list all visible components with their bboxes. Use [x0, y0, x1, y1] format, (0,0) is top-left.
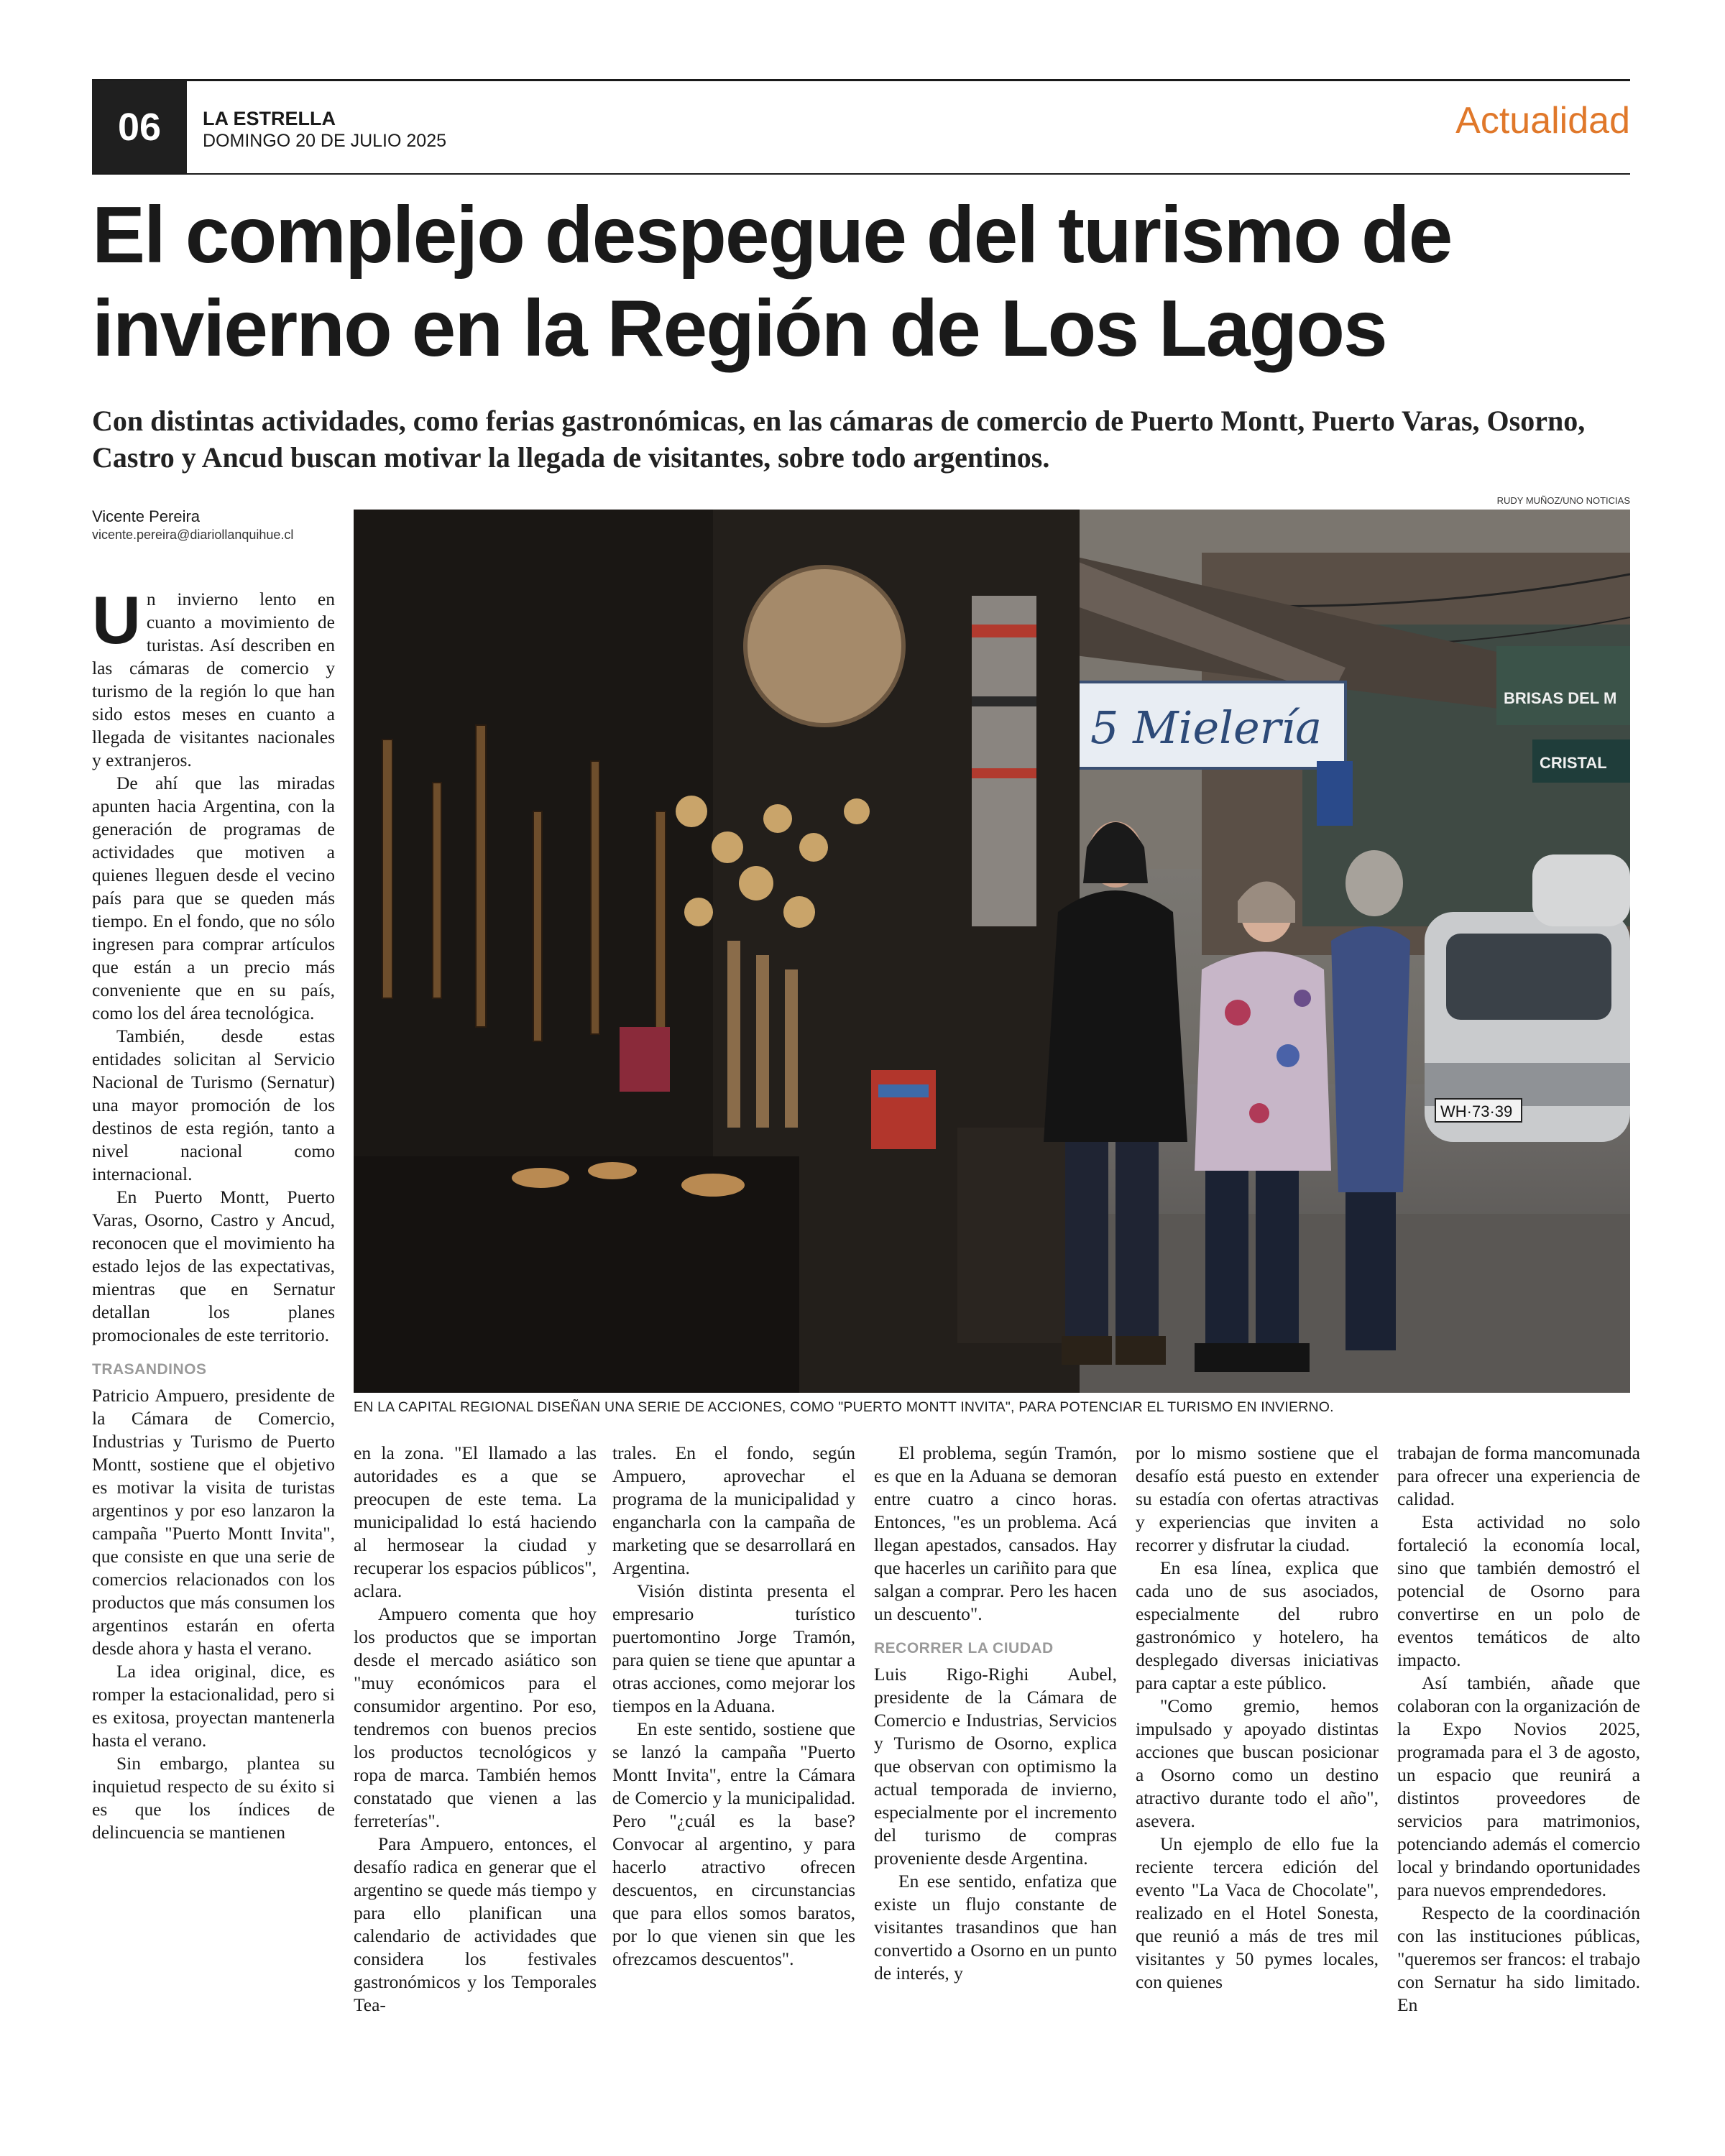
article-column-6 [1397, 1442, 1640, 2017]
article-paragraph: Así también, añade que colaboran con la organización de la Expo Novios 2025, programada para el 3 de agosto, un espacio que reunirá a distintos proveedores de servicios para matrimonios, potenciando además el comercio local y brindando oportunidades para nuevos emprendedores. [1397, 1672, 1640, 1900]
article-paragraph: n invierno lento en cuanto a movimiento de turistas. Así describen en las cámaras de comercio y turismo de la región lo que han sido estos meses en cuanto a llegada de visitantes nacionales y extranjeros. [92, 589, 335, 770]
subheadline: Con distintas actividades, como ferias gastronómicas, en las cámaras de comercio de Puerto Montt, Puerto Varas, Osorno, Castro y Ancud buscan motivar la llegada de visitantes, sobre todo argentinos. [92, 405, 1586, 474]
article-paragraph: trabajan de forma mancomunada para ofrecer una experiencia de calidad. [1397, 1442, 1640, 1509]
article-column-2 [354, 1442, 597, 2017]
article-paragraph: Luis Rigo-Righi Aubel, presidente de la Cámara de Comercio e Industrias, Servicios y Turismo de Osorno, explica que observan con optimismo la actual temporada de invierno, especialmente por el incremento del turismo de compras proveniente desde Argentina. [874, 1664, 1117, 1869]
article-paragraph: Respecto de la coordinación con las instituciones públicas, "queremos ser francos: el trabajo con Sernatur ha sido limitado. En [1397, 1902, 1640, 2015]
article-paragraph: Sin embargo, plantea su inquietud respecto de su éxito si es que los índices de delincuencia se mantienen [92, 1753, 335, 1843]
article-paragraph: En ese sentido, enfatiza que existe un flujo constante de visitantes trasandinos que han convertido a Osorno en un punto de interés, y [874, 1871, 1117, 1984]
article-paragraph: Para Ampuero, entonces, el desafío radica en generar que el argentino se quede más tiempo y para ello planifican una calendario de actividades que considera los festivales gastronómicos y los Temporales Tea- [354, 1833, 597, 2015]
article-paragraph: Ampuero comenta que hoy los productos que se importan desde el mercado asiático son "muy económicos para el consumidor argentino. Por eso, tendremos con buenos precios los productos tecnológicos y ropa de marca. También hemos constatado que vienen a las ferreterías". [354, 1603, 597, 1831]
section-subtitle: RECORRER LA CIUDAD [874, 1640, 1054, 1657]
article-paragraph: La idea original, dice, es romper la estacionalidad, pero si es exitosa, proyectan mantenerla hasta el verano. [92, 1661, 335, 1751]
cristal-sign-text: CRISTAL [1540, 754, 1607, 772]
article-paragraph: Esta actividad no solo fortaleció la economía local, sino que también demostró el potencial de Osorno para convertirse en un polo de eventos temáticos de alto impacto. [1397, 1511, 1640, 1670]
photo-credit: RUDY MUÑOZ/UNO NOTICIAS [1496, 495, 1630, 506]
section-subtitle: TRASANDINOS [92, 1361, 207, 1378]
article-paragraph: Un ejemplo de ello fue la reciente tercera edición del evento "La Vaca de Chocolate", realizado en el Hotel Sonesta, que reunió a más de tres mil visitantes y 50 pymes locales, con quienes [1136, 1833, 1379, 1992]
article-paragraph: Visión distinta presenta el empresario turístico puertomontino Jorge Tramón, para quien se tiene que apuntar a otras acciones, como mejorar los tiempos en la Aduana. [612, 1580, 855, 1716]
shop-sign-text: 5 Mielería [1090, 701, 1322, 754]
page-number: 06 [92, 80, 187, 174]
article-paragraph: De ahí que las miradas apunten hacia Argentina, con la generación de programas de actividades que motiven a quienes lleguen desde el vecino país para que se queden más tiempo. En el fondo, que no sólo ingresen para comprar artículos que están a un precio más conveniente que en su país, como los del área tecnológica. [92, 773, 335, 1023]
photo-caption: EN LA CAPITAL REGIONAL DISEÑAN UNA SERIE DE ACCIONES, COMO "PUERTO MONTT INVITA", PARA POTENCIAR EL TURISMO EN INVIERNO. [354, 1399, 1334, 1415]
newspaper-name: LA ESTRELLA [203, 108, 336, 129]
license-plate: WH·73·39 [1440, 1102, 1513, 1120]
article-paragraph: El problema, según Tramón, es que en la Aduana se demoran entre cuatro a cinco horas. Entonces, "es un problema. Acá llegan apestados, cansados. Hay que hacerles un cariñito para que salgan a comprar. Pero les hacen un descuento". [874, 1442, 1117, 1624]
header-top-rule [92, 79, 1630, 81]
article-paragraph: en la zona. "El llamado a las autoridades es a que se preocupen de este tema. La municipalidad lo está haciendo al hermosear la ciudad y recuperar los espacios públicos", aclara. [354, 1442, 597, 1601]
article-paragraph: por lo mismo sostiene que el desafío está puesto en extender su estadía con ofertas atractivas y experiencias que inviten a recorrer y disfrutar la ciudad. [1136, 1442, 1379, 1555]
article-paragraph: En Puerto Montt, Puerto Varas, Osorno, Castro y Ancud, reconocen que el movimiento ha estado lejos de las expectativas, mientras que en Sernatur detallan los planes promocionales de este territorio. [92, 1187, 335, 1345]
street-scene-illustration [354, 510, 1630, 1393]
article-paragraph: Patricio Ampuero, presidente de la Cámara de Comercio, Industrias y Turismo de Puerto Montt, sostiene que el objetivo es motivar la visita de turistas argentinos y por eso lanzaron la campaña "Puerto Montt Invita", que consiste en que una serie de comercios relacionados con los productos que más consumen los argentinos estarán en oferta desde ahora y hasta el verano. [92, 1385, 335, 1659]
article-paragraph: En este sentido, sostiene que se lanzó la campaña "Puerto Montt Invita", entre la Cámara de Comercio y la municipalidad. Pero "¿cuál es la base? Convocar al argentino, y para hacerlo atractivo ofrecen descuentos, en circunstancias que para ellos somos baratos, por lo que vienen sin que les ofrezcamos descuentos". [612, 1718, 855, 1969]
article-column-4 [874, 1442, 1117, 1985]
article-paragraph: En esa línea, explica que cada uno de sus asociados, especialmente del rubro gastronómico y hotelero, ha desplegado diversas iniciativas para captar a este público. [1136, 1557, 1379, 1693]
article-paragraph: trales. En el fondo, según Ampuero, aprovechar el programa de la municipalidad y engancharla con la campaña de marketing que se desarrollará en Argentina. [612, 1442, 855, 1578]
header-bottom-rule [92, 173, 1630, 175]
author-name: Vicente Pereira [92, 507, 201, 525]
author-email: vicente.pereira@diariollanquihue.cl [92, 528, 294, 542]
restaurant-sign-text: BRISAS DEL M [1504, 689, 1617, 707]
main-photo [354, 510, 1630, 1393]
article-column-5 [1136, 1442, 1379, 1994]
article-column-3 [612, 1442, 855, 1971]
headline: El complejo despegue del turismo de invierno en la Región de Los Lagos [92, 190, 1452, 373]
section-label: Actualidad [1455, 100, 1630, 142]
issue-date: DOMINGO 20 DE JULIO 2025 [203, 131, 447, 151]
article-paragraph: "Como gremio, hemos impulsado y apoyado distintas acciones que buscan posicionar a Osorno como un destino atractivo durante todo el año", asevera. [1136, 1695, 1379, 1831]
drop-cap: U [92, 582, 141, 658]
article-paragraph: También, desde estas entidades solicitan al Servicio Nacional de Turismo (Sernatur) una mayor promoción de los destinos de esta región, tanto a nivel nacional como internacional. [92, 1026, 335, 1184]
article-column-1 [92, 582, 335, 1844]
hanging-drum [745, 567, 903, 725]
